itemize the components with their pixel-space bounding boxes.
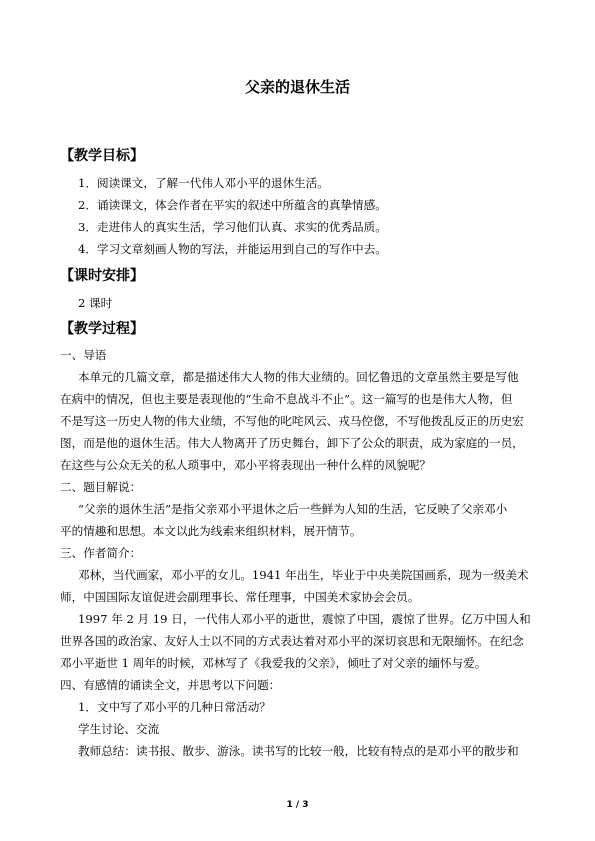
- goal-item: 4．学习文章刻画人物的写法，并能运用到自己的写作中去。: [78, 242, 387, 256]
- paragraph-line: 教师总结：读书报、散步、游泳。读书写的比较一般，比较有特点的是邓小平的散步和: [78, 744, 519, 758]
- paragraph-line: 师，中国国际友谊促进会副理事长、常任理事，中国美术家协会会员。: [60, 590, 420, 604]
- goal-item: 3．走进伟人的真实生活，学习他们认真、求实的优秀品质。: [78, 220, 387, 234]
- paragraph-line: 邓林，当代画家，邓小平的女儿。1941 年出生，毕业于中央美院国画系，现为一级美术: [78, 568, 529, 582]
- paragraph-line: 在病中的情况，但也主要是表现他的“生命不息战斗不止”。这一篇写的也是伟大人物，但: [60, 392, 513, 406]
- goal-item: 2．诵读课文，体会作者在平实的叙述中所蕴含的真挚情感。: [78, 198, 387, 212]
- paragraph-line: 本单元的几篇文章，都是描述伟大人物的伟大业绩的。回忆鲁迅的文章虽然主要是写他: [78, 370, 519, 384]
- question-item: 1．文中写了邓小平的几种日常活动？: [78, 700, 271, 714]
- section-heading: 三、作者简介：: [60, 546, 142, 560]
- goals-heading: 【教学目标】: [60, 148, 144, 164]
- goal-item: 1．阅读课文，了解一代伟人邓小平的退休生活。: [78, 176, 329, 190]
- page-title: 父亲的退休生活: [244, 78, 350, 96]
- paragraph-line: 1997 年 2 月 19 日，一代伟人邓小平的逝世，震惊了中国，震惊了世界。亿万中国人和: [78, 612, 531, 626]
- paragraph-line: 图，而是他的退休生活。伟大人物离开了历史舞台，卸下了公众的职责，成为家庭的一员，: [60, 436, 524, 450]
- section-heading: 一、导语: [60, 348, 107, 362]
- paragraph-line: 平的情趣和思想。本文以此为线索来组织材料，展开情节。: [60, 524, 362, 538]
- paragraph-line: 在这些与公众无关的私人琐事中，邓小平将表现出一种什么样的风貌呢？: [60, 458, 432, 472]
- paragraph-line: 学生讨论、交流: [78, 722, 160, 736]
- paragraph-line: 不是写这一历史人物的伟大业绩，不写他的叱咤风云、戎马倥偬，不写他拨乱反正的历史宏: [60, 414, 524, 428]
- paragraph-line: 邓小平逝世 1 周年的时候，邓林写了《我爱我的父亲》，倾吐了对父亲的缅怀与爱。: [60, 656, 487, 670]
- schedule-heading: 【课时安排】: [60, 268, 144, 284]
- paragraph-line: 世界各国的政治家、友好人士以不同的方式表达着对邓小平的深切哀思和无限缅怀。在纪念: [60, 634, 524, 648]
- schedule-text: 2 课时: [78, 296, 113, 310]
- section-heading: 四、有感情的诵读全文，并思考以下问题：: [60, 678, 281, 692]
- page-number: 1 / 3: [286, 800, 309, 810]
- paragraph-line: “父亲的退休生活”是指父亲邓小平退休之后一些鲜为人知的生活，它反映了父亲邓小: [78, 502, 508, 516]
- section-heading: 二、题目解说：: [60, 480, 142, 494]
- process-heading: 【教学过程】: [60, 321, 144, 337]
